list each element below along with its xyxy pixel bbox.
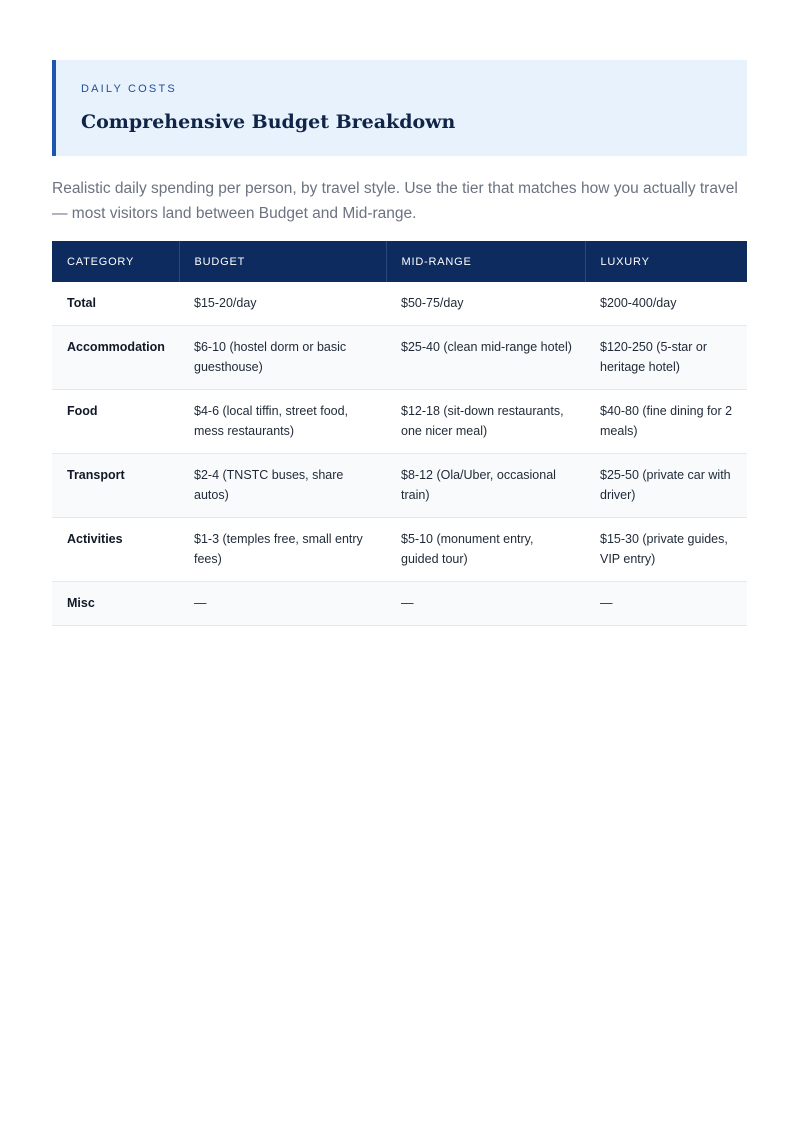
luxury-cell: $15-30 (private guides, VIP entry): [585, 518, 747, 582]
category-cell: Transport: [52, 454, 179, 518]
column-header-luxury: LUXURY: [585, 241, 747, 282]
table-row: [52, 454, 747, 518]
table-row: [52, 282, 747, 326]
category-cell: Activities: [52, 518, 179, 582]
budget-cell: $1-3 (temples free, small entry fees): [179, 518, 386, 582]
category-cell: Accommodation: [52, 326, 179, 390]
mid-range-cell: $50-75/day: [386, 282, 585, 326]
section-title: Comprehensive Budget Breakdown: [81, 111, 456, 133]
table-header-row: [52, 241, 747, 282]
column-header-category: CATEGORY: [52, 241, 179, 282]
column-header-budget: BUDGET: [179, 241, 386, 282]
budget-cell: —: [179, 582, 386, 626]
luxury-cell: $40-80 (fine dining for 2 meals): [585, 390, 747, 454]
section-header: [52, 60, 747, 156]
intro-paragraph: Realistic daily spending per person, by travel style. Use the tier that matches how you actually travel — most visitors land between Budget and Mid-range.: [52, 180, 738, 222]
budget-cell: $2-4 (TNSTC buses, share autos): [179, 454, 386, 518]
table-row: [52, 326, 747, 390]
section-eyebrow: DAILY COSTS: [81, 83, 177, 95]
mid-range-cell: $8-12 (Ola/Uber, occasional train): [386, 454, 585, 518]
luxury-cell: $25-50 (private car with driver): [585, 454, 747, 518]
mid-range-cell: —: [386, 582, 585, 626]
budget-table: [52, 241, 747, 626]
category-cell: Food: [52, 390, 179, 454]
mid-range-cell: $25-40 (clean mid-range hotel): [386, 326, 585, 390]
mid-range-cell: $12-18 (sit-down restaurants, one nicer meal): [386, 390, 585, 454]
budget-cell: $6-10 (hostel dorm or basic guesthouse): [179, 326, 386, 390]
luxury-cell: —: [585, 582, 747, 626]
table-row: [52, 390, 747, 454]
table-row: [52, 582, 747, 626]
column-header-mid-range: MID-RANGE: [386, 241, 585, 282]
budget-cell: $15-20/day: [179, 282, 386, 326]
category-cell: Total: [52, 282, 179, 326]
luxury-cell: $120-250 (5-star or heritage hotel): [585, 326, 747, 390]
luxury-cell: $200-400/day: [585, 282, 747, 326]
category-cell: Misc: [52, 582, 179, 626]
mid-range-cell: $5-10 (monument entry, guided tour): [386, 518, 585, 582]
table-row: [52, 518, 747, 582]
budget-cell: $4-6 (local tiffin, street food, mess restaurants): [179, 390, 386, 454]
